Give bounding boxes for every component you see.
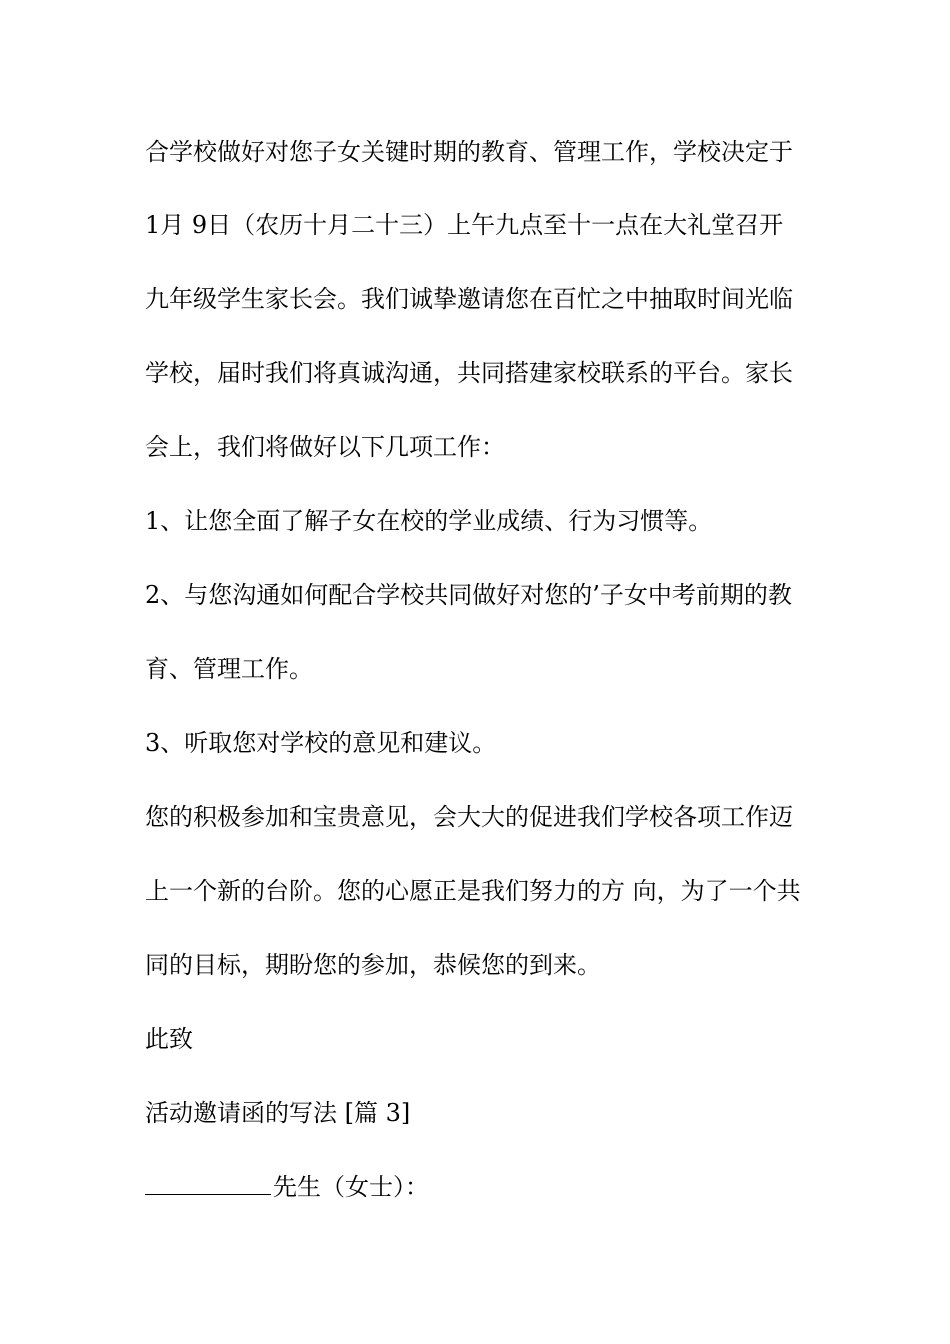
paragraph2-line-3: 同的目标，期盼您的参加，恭候您的到来。 [145, 951, 601, 979]
paragraph-line-1: 合学校做好对您子女关键时期的教育、管理工作，学校决定于 [145, 138, 793, 166]
paragraph-line-5: 会上，我们将做好以下几项工作： [145, 433, 505, 461]
paragraph2-line-2: 上一个新的台阶。您的心愿正是我们努力的方 向，为了一个共 [145, 877, 801, 905]
paragraph-line-2: 1月 9日（农历十月二十三）上午九点至十一点在大礼堂召开 [145, 211, 784, 239]
name-blank [145, 1172, 271, 1195]
salutation-text: 先生（女士）： [273, 1173, 429, 1201]
paragraph2-line-1: 您的积极参加和宝贵意见，会大大的促进我们学校各项工作迈 [145, 803, 793, 831]
list-item-2-line-2: 育、管理工作。 [145, 655, 313, 683]
paragraph-line-4: 学校，届时我们将真诚沟通，共同搭建家校联系的平台。家长 [145, 359, 793, 387]
closing-line: 此致 [145, 1025, 193, 1053]
section-heading: 活动邀请函的写法 [篇 3] [145, 1099, 411, 1127]
salutation-line [145, 1172, 429, 1202]
paragraph-line-3: 九年级学生家长会。我们诚挚邀请您在百忙之中抽取时间光临 [145, 285, 793, 313]
list-item-2-line-1: 2、与您沟通如何配合学校共同做好对您的’子女中考前期的教 [145, 581, 792, 609]
list-item-3: 3、听取您对学校的意见和建议。 [145, 729, 497, 757]
list-item-1: 1、让您全面了解子女在校的学业成绩、行为习惯等。 [145, 507, 713, 535]
